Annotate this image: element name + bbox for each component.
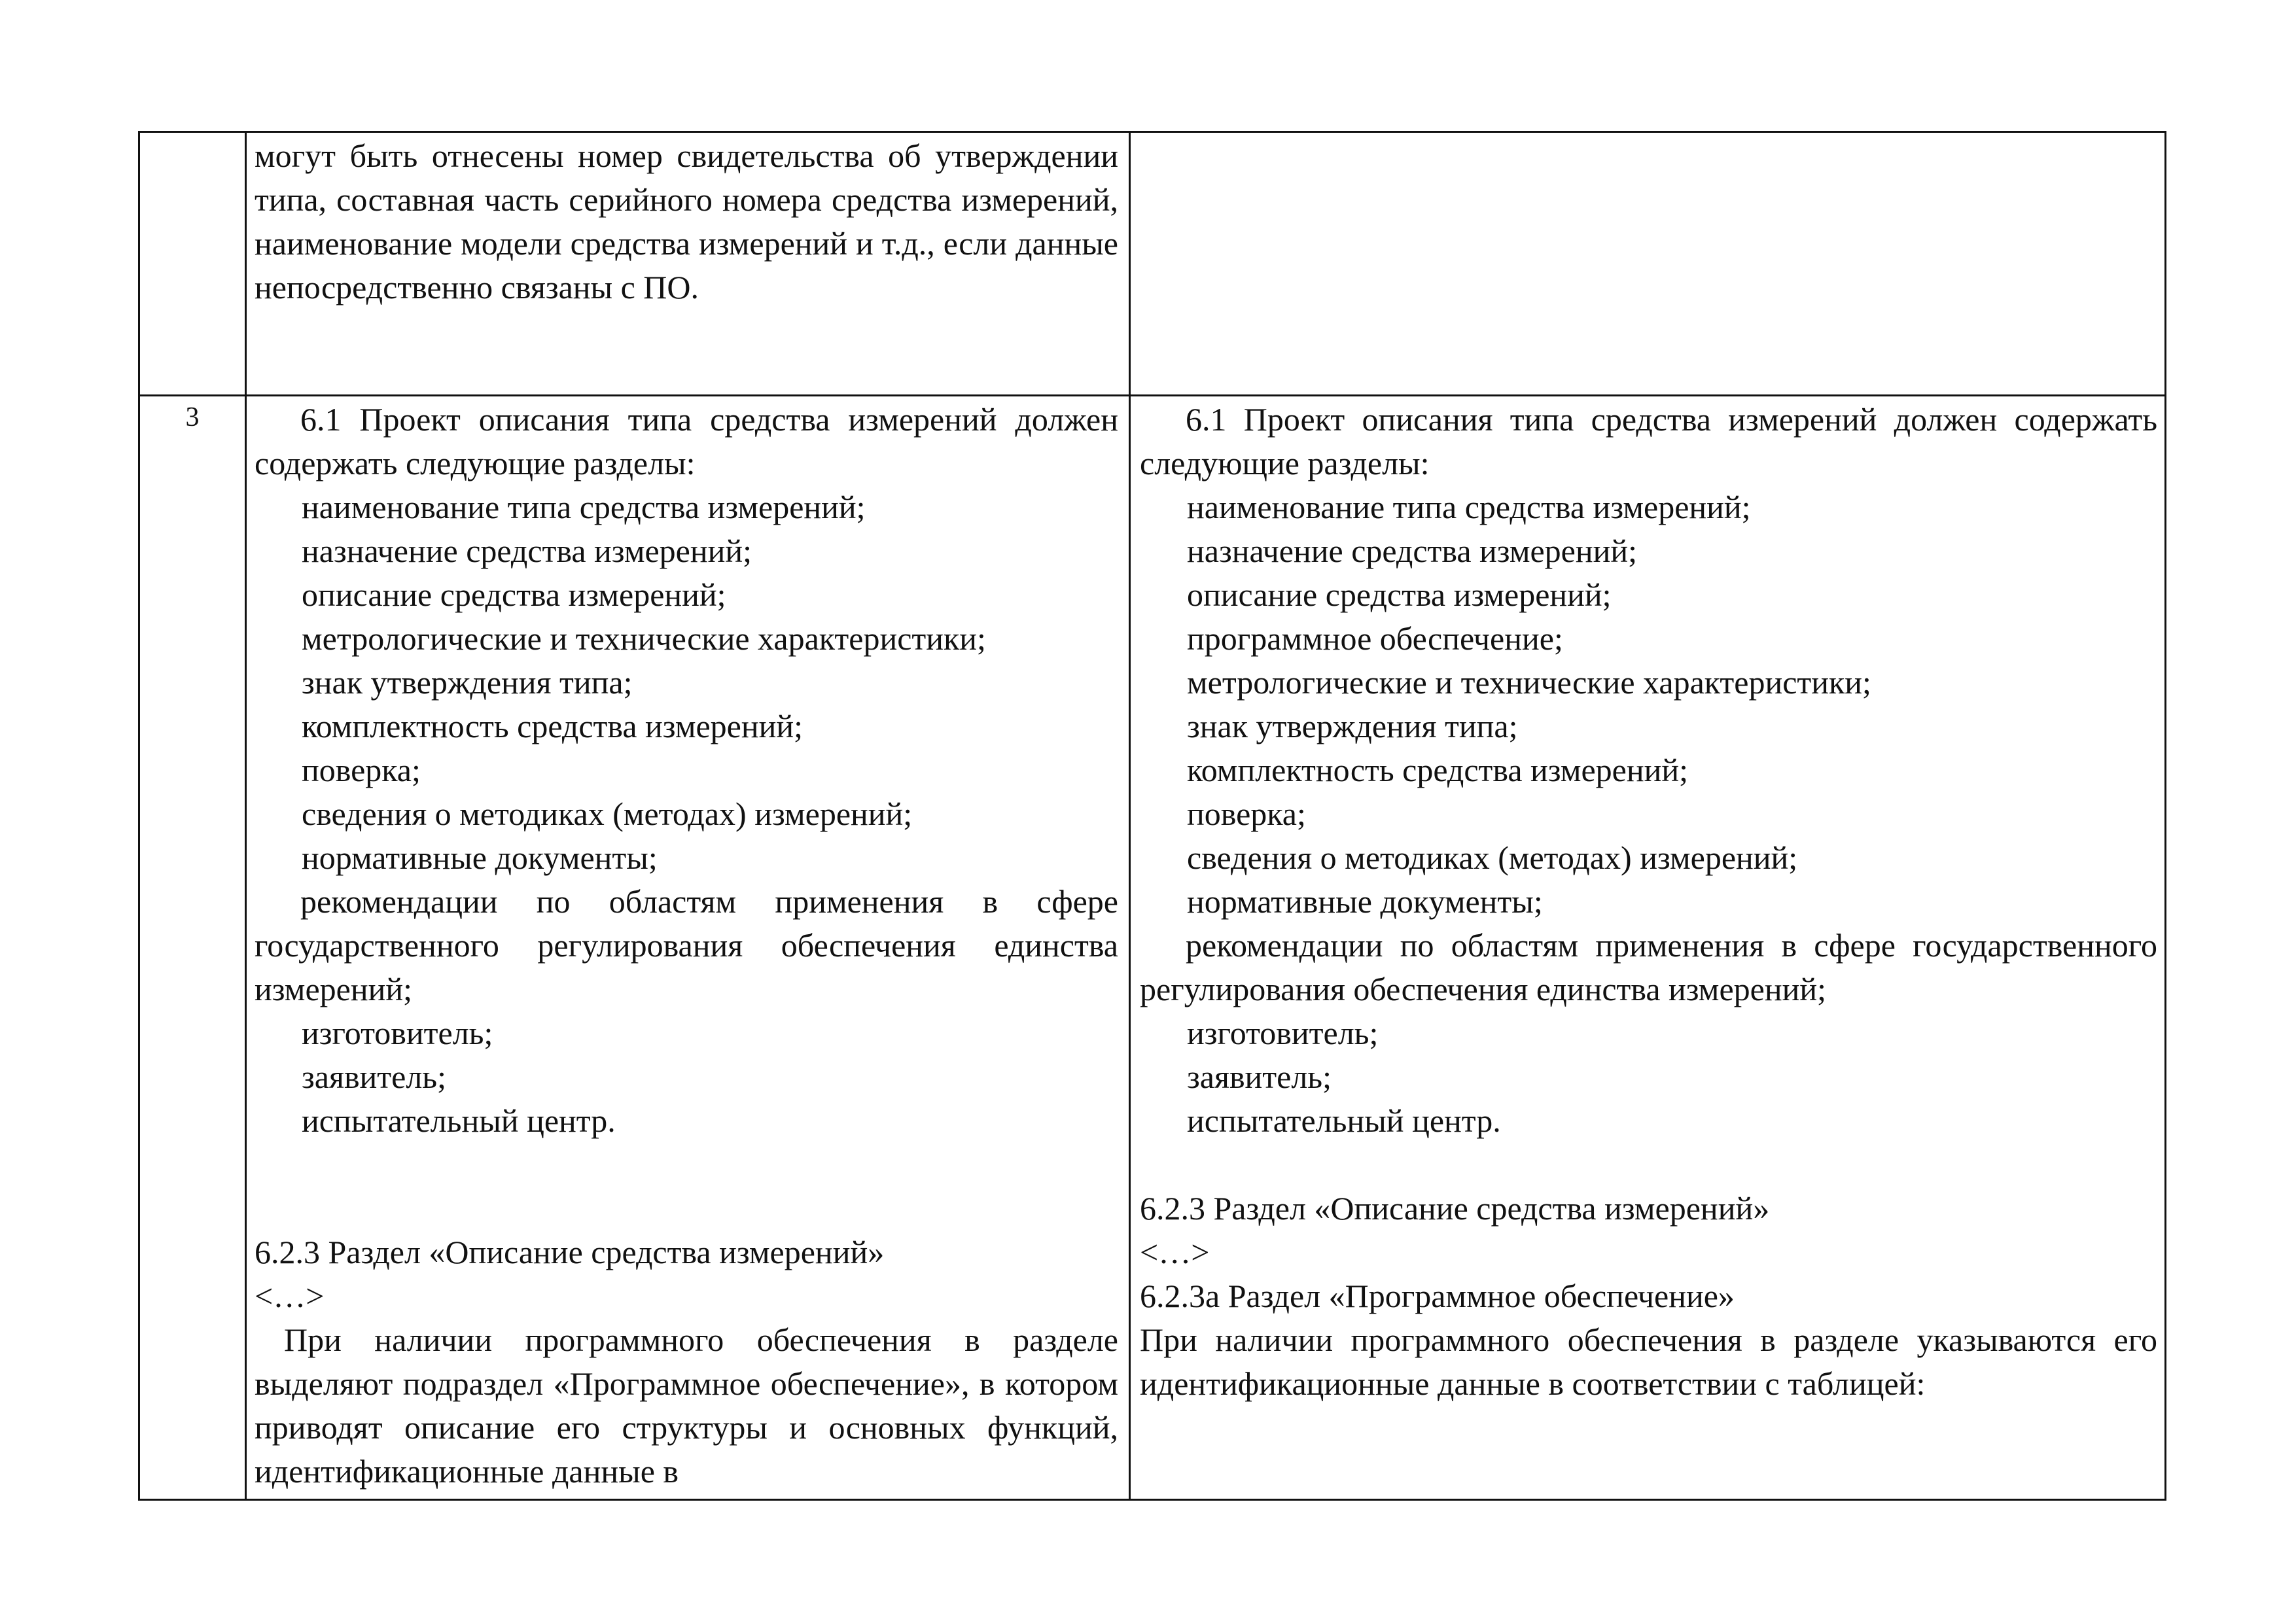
- right-list-item: комплектность средства измерений;: [1187, 752, 1689, 788]
- comparison-table: [138, 131, 2166, 1501]
- right-list-item: сведения о методиках (методах) измерений;: [1187, 839, 1798, 876]
- right-list-item: испытательный центр.: [1187, 1102, 1501, 1139]
- right-section-list-tail: [1140, 1011, 2157, 1143]
- right-subsection-heading: 6.2.3а Раздел «Программное обеспечение»: [1140, 1278, 1735, 1314]
- current-edition-cell: [255, 398, 1118, 1500]
- column-divider-number: [245, 133, 247, 1499]
- proposed-edition-cell: [1140, 398, 2157, 1500]
- column-divider-middle: [1129, 133, 1131, 1499]
- right-section-text: При наличии программного обеспечения в разделе указываются его идентификационные данные в соответствии с таблицей:: [1140, 1321, 2157, 1402]
- left-ellipsis: <…>: [255, 1278, 325, 1314]
- continued-right-cell: [1140, 133, 2157, 394]
- right-list-item: поверка;: [1187, 795, 1306, 832]
- left-list-item: знак утверждения типа;: [302, 664, 633, 701]
- right-list-item: нормативные документы;: [1187, 883, 1543, 920]
- right-section-heading: 6.2.3 Раздел «Описание средства измерений»: [1140, 1190, 1770, 1227]
- left-list-item: заявитель;: [302, 1058, 446, 1095]
- right-list-item: изготовитель;: [1187, 1015, 1379, 1051]
- right-list-item: программное обеспечение;: [1187, 620, 1563, 657]
- left-list-item: комплектность средства измерений;: [302, 708, 804, 744]
- continued-left-cell: [255, 133, 1118, 394]
- left-section-heading: 6.2.3 Раздел «Описание средства измерений»: [255, 1234, 885, 1270]
- left-recommend-item: рекомендации по областям применения в сфере государственного регулирования обеспечения единства измерений;: [255, 883, 1118, 1007]
- left-list-item: изготовитель;: [302, 1015, 493, 1051]
- left-list-item: нормативные документы;: [302, 839, 658, 876]
- row-number-cell: [140, 404, 245, 431]
- left-list-item: назначение средства измерений;: [302, 532, 752, 569]
- left-intro: 6.1 Проект описания типа средства измерений должен содержать следующие разделы:: [255, 401, 1118, 481]
- left-section-text: При наличии программного обеспечения в разделе выделяют подраздел «Программное обеспечение», в котором приводят описание его структуры и основных функций, идентификационные данные в: [255, 1321, 1118, 1490]
- right-list-item: знак утверждения типа;: [1187, 708, 1518, 744]
- right-ellipsis: <…>: [1140, 1234, 1210, 1270]
- continued-left-text: могут быть отнесены номер свидетельства об утверждении типа, составная часть серийного номера средства измерений, наименование модели средства измерений и т.д., если данные непосредственно связаны с ПО.: [255, 137, 1118, 305]
- left-section-list: [255, 485, 1118, 880]
- left-list-item: испытательный центр.: [302, 1102, 616, 1139]
- right-list-item: назначение средства измерений;: [1187, 532, 1638, 569]
- row-number: 3: [185, 402, 200, 432]
- right-recommend-item: рекомендации по областям применения в сфере государственного регулирования обеспечения единства измерений;: [1140, 927, 2157, 1007]
- left-list-item: сведения о методиках (методах) измерений;: [302, 795, 913, 832]
- right-list-item: заявитель;: [1187, 1058, 1332, 1095]
- left-list-item: описание средства измерений;: [302, 576, 726, 613]
- left-list-item: наименование типа средства измерений;: [302, 489, 866, 525]
- right-list-item: описание средства измерений;: [1187, 576, 1612, 613]
- right-list-item: наименование типа средства измерений;: [1187, 489, 1751, 525]
- right-intro: 6.1 Проект описания типа средства измерений должен содержать следующие разделы:: [1140, 401, 2157, 481]
- row-divider: [140, 394, 2164, 396]
- right-list-item: метрологические и технические характеристики;: [1187, 664, 1871, 701]
- left-list-item: метрологические и технические характеристики;: [302, 620, 986, 657]
- left-section-list-tail: [255, 1011, 1118, 1143]
- left-list-item: поверка;: [302, 752, 421, 788]
- right-section-list: [1140, 485, 2157, 924]
